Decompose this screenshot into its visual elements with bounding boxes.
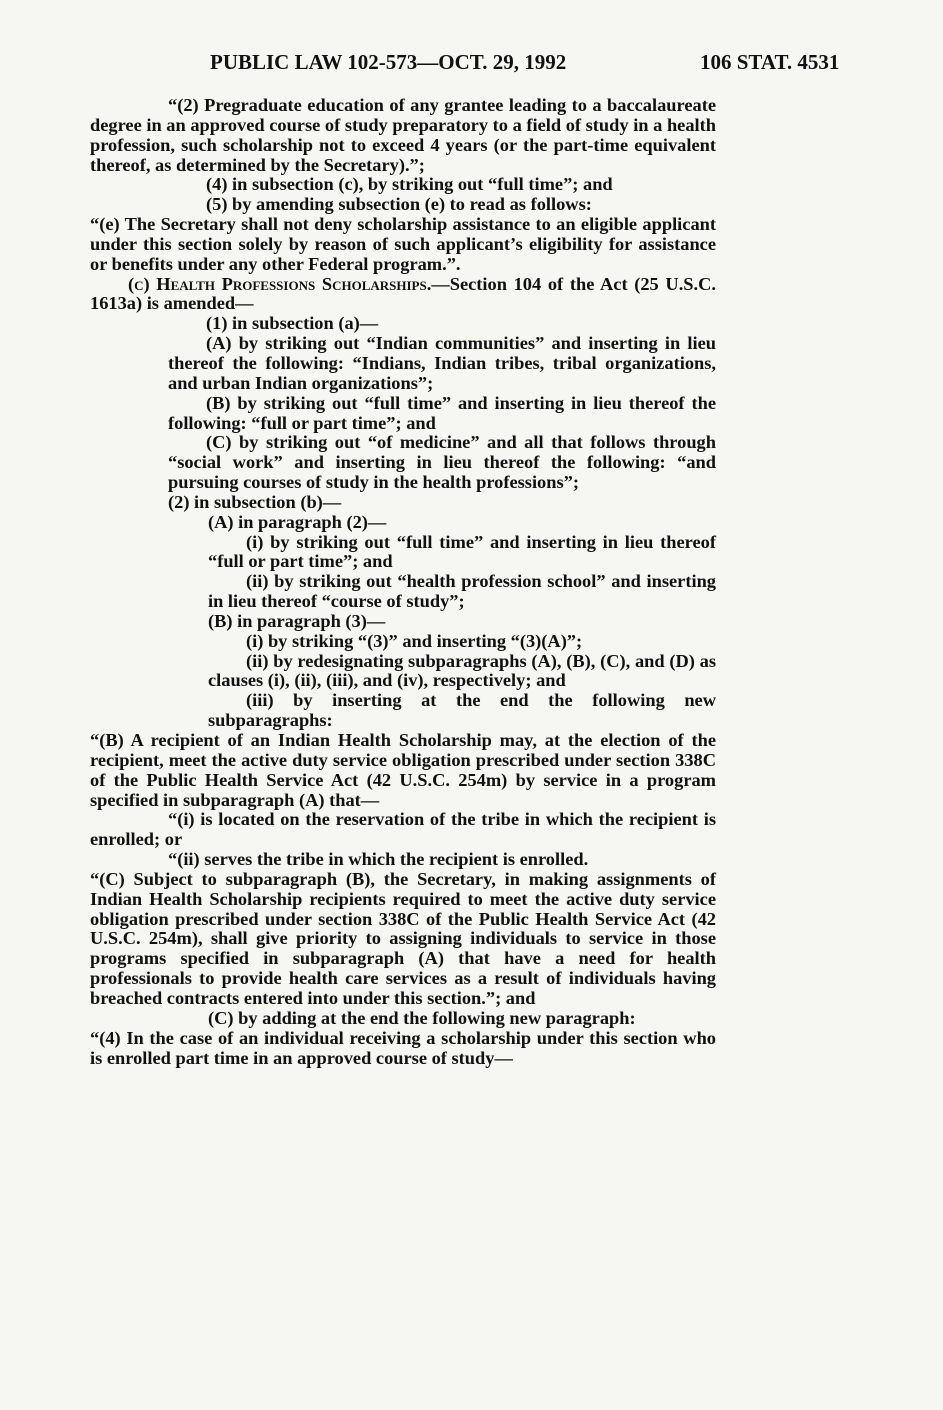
paragraph: (1) in subsection (a)— (206, 313, 379, 334)
paragraph: “(B) A recipient of an Indian Health Scholarship may, at the election of the recipient, meet the active duty service obligation prescribed under section 338C of the Public Health Service Act (42 U.S.C. 254m) by service in a program specified in subparagraph (A) that— (90, 730, 716, 810)
paragraph: “(ii) serves the tribe in which the recipient is enrolled. (168, 849, 589, 870)
subsection-heading: (c) Health Professions Scholarships.— (128, 273, 450, 294)
running-header-page-number: 106 STAT. 4531 (700, 50, 840, 74)
paragraph: (B) in paragraph (3)— (208, 610, 386, 631)
paragraph: (B) by striking out “full time” and inserting in lieu thereof the following: “full or part time”; and (168, 392, 716, 433)
paragraph: “(4) In the case of an individual receiving a scholarship under this section who is enrolled part time in an approved course of study— (90, 1027, 716, 1068)
paragraph: (5) by amending subsection (e) to read as follows: (206, 194, 592, 215)
paragraph: (i) by striking “(3)” and inserting “(3)(A)”; (246, 630, 583, 651)
paragraph: (ii) by redesignating subparagraphs (A), (B), (C), and (D) as clauses (i), (ii), (iii), and (iv), respectively; and (208, 650, 716, 691)
paragraph: (A) in paragraph (2)— (208, 511, 387, 532)
paragraph: (A) by striking out “Indian communities” and inserting in lieu thereof the following: “Indians, Indian tribes, tribal organizations, and urban Indian organizations”; (168, 333, 716, 393)
paragraph: (ii) by striking out “health profession school” and inserting in lieu thereof “course of study”; (208, 571, 716, 612)
paragraph: (C) by striking out “of medicine” and all that follows through “social work” and inserting in lieu thereof the following: “and pursuing courses of study in the health professions”; (168, 432, 716, 493)
paragraph: (4) in subsection (c), by striking out “full time”; and (206, 174, 613, 195)
paragraph: Section 104 of the Act (25 U.S.C. 1613a) is amended— (90, 273, 717, 314)
paragraph: (iii) by inserting at the end the following new subparagraphs: (208, 690, 716, 731)
paragraph: “(e) The Secretary shall not deny scholarship assistance to an eligible applicant under this section solely by reason of such applicant’s eligibility for assistance or benefits under any other Federal program.”. (90, 214, 716, 274)
paragraph: “(i) is located on the reservation of the tribe in which the recipient is enrolled; or (90, 809, 716, 850)
paragraph: (2) in subsection (b)— (168, 491, 342, 512)
paragraph: “(C) Subject to subparagraph (B), the Secretary, in making assignments of Indian Health Scholarship recipients required to meet the active duty service obligation prescribed under section 338C of the Public Health Service Act (42 U.S.C. 254m), shall give priority to assigning individuals to service in those programs specified in subparagraph (A) that have a need for health professionals to provide health care services as a result of individuals having breached contracts entered into under this section.”; and (90, 868, 716, 1008)
subsection-c (90, 275, 716, 315)
paragraph: (C) by adding at the end the following new paragraph: (208, 1007, 636, 1028)
document-body (90, 96, 716, 1068)
running-header-title: PUBLIC LAW 102-573—OCT. 29, 1992 (210, 50, 567, 74)
paragraph: “(2) Pregraduate education of any grantee leading to a baccalaureate degree in an approved course of study preparatory to a field of study in a health profession, such scholarship not to exceed 4 years (or the part-time equivalent thereof, as determined by the Secretary).”; (90, 95, 716, 175)
paragraph: (i) by striking out “full time” and inserting in lieu thereof “full or part time”; and (208, 531, 716, 572)
